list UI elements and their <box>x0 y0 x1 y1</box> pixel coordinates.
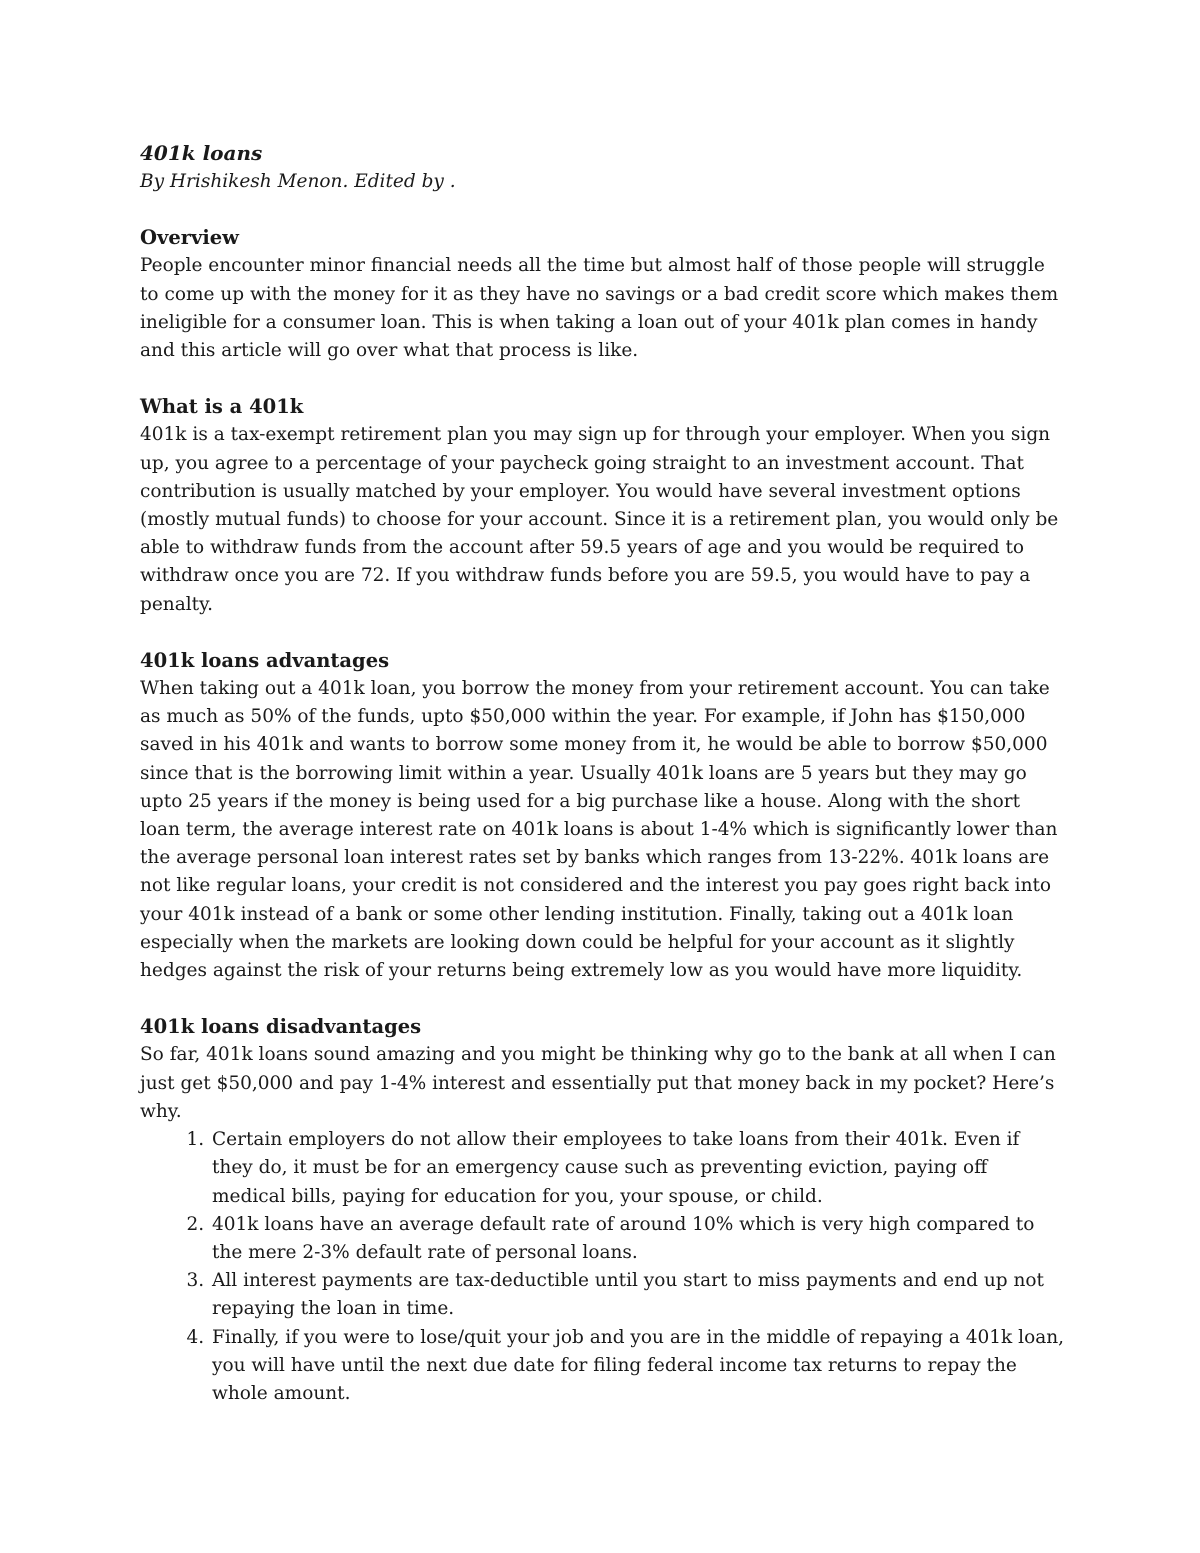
list-item: 2. 401k loans have an average default rate of around 10% which is very high compared to the mere 2-3% default rate of personal loans. <box>210 1211 1065 1267</box>
section-heading-disadvantages: 401k loans disadvantages <box>140 1015 422 1039</box>
section-heading-what-is-401k: What is a 401k <box>140 395 304 419</box>
document-page <box>140 138 1065 1408</box>
list-item: 3. All interest payments are tax-deductible until you start to miss payments and end up not repaying the loan in time. <box>210 1267 1065 1323</box>
section-what-is-401k <box>140 393 1065 619</box>
list-item: 1. Certain employers do not allow their employees to take loans from their 401k. Even if they do, it must be for an emergency cause such as preventing eviction, paying off medical bills, paying for education for you, your spouse, or child. <box>210 1126 1065 1211</box>
section-heading-overview: Overview <box>140 226 239 250</box>
byline: By Hrishikesh Menon. Edited by . <box>140 171 456 192</box>
document-title: 401k loans <box>140 141 263 165</box>
spacer <box>140 985 1065 1013</box>
spacer <box>140 365 1065 393</box>
section-advantages <box>140 647 1065 985</box>
section-body-overview: People encounter minor financial needs all the time but almost half of those people will struggle to come up with the money for it as they have no savings or a bad credit score which makes them ineligible for a consumer loan. This is when taking a loan out of your 401k plan comes in handy and this article will go over what that process is like. <box>140 255 1059 362</box>
section-heading-advantages: 401k loans advantages <box>140 648 390 672</box>
spacer <box>140 619 1065 647</box>
section-body-advantages: When taking out a 401k loan, you borrow the money from your retirement account. You can take as much as 50% of the funds, upto $50,000 within the year. For example, if John has $150,000 saved in his 401k and wants to borrow some money from it, he would be able to borrow $50,000 since that is the borrowing limit within a year. Usually 401k loans are 5 years but they may go upto 25 years if the money is being used for a big purchase like a house. Along with the short loan term, the average interest rate on 401k loans is about 1-4% which is significantly lower than the average personal loan interest rates set by banks which ranges from 13-22%. 401k loans are not like regular loans, your credit is not considered and the interest you pay goes right back into your 401k instead of a bank or some other lending institution. Finally, taking out a 401k loan especially when the markets are looking down could be helpful for your account as it slightly hedges against the risk of your returns being extremely low as you would have more liquidity. <box>140 678 1058 982</box>
section-body-disadvantages: So far, 401k loans sound amazing and you might be thinking why go to the bank at all when I can just get $50,000 and pay 1-4% interest and essentially put that money back in my pocket? Here’s why. <box>140 1044 1056 1122</box>
list-item: 4. Finally, if you were to lose/quit your job and you are in the middle of repaying a 401k loan, you will have until the next due date for filing federal income tax returns to repay the whole amount. <box>210 1324 1065 1409</box>
spacer <box>140 196 1065 224</box>
section-disadvantages <box>140 1013 1065 1408</box>
section-overview <box>140 224 1065 365</box>
section-body-what-is-401k: 401k is a tax-exempt retirement plan you may sign up for through your employer. When you sign up, you agree to a percentage of your paycheck going straight to an investment account. That contribution is usually matched by your employer. You would have several investment options (mostly mutual funds) to choose for your account. Since it is a retirement plan, you would only be able to withdraw funds from the account after 59.5 years of age and you would be required to withdraw once you are 72. If you withdraw funds before you are 59.5, you would have to pay a penalty. <box>140 424 1059 615</box>
disadvantages-list <box>140 1126 1065 1408</box>
